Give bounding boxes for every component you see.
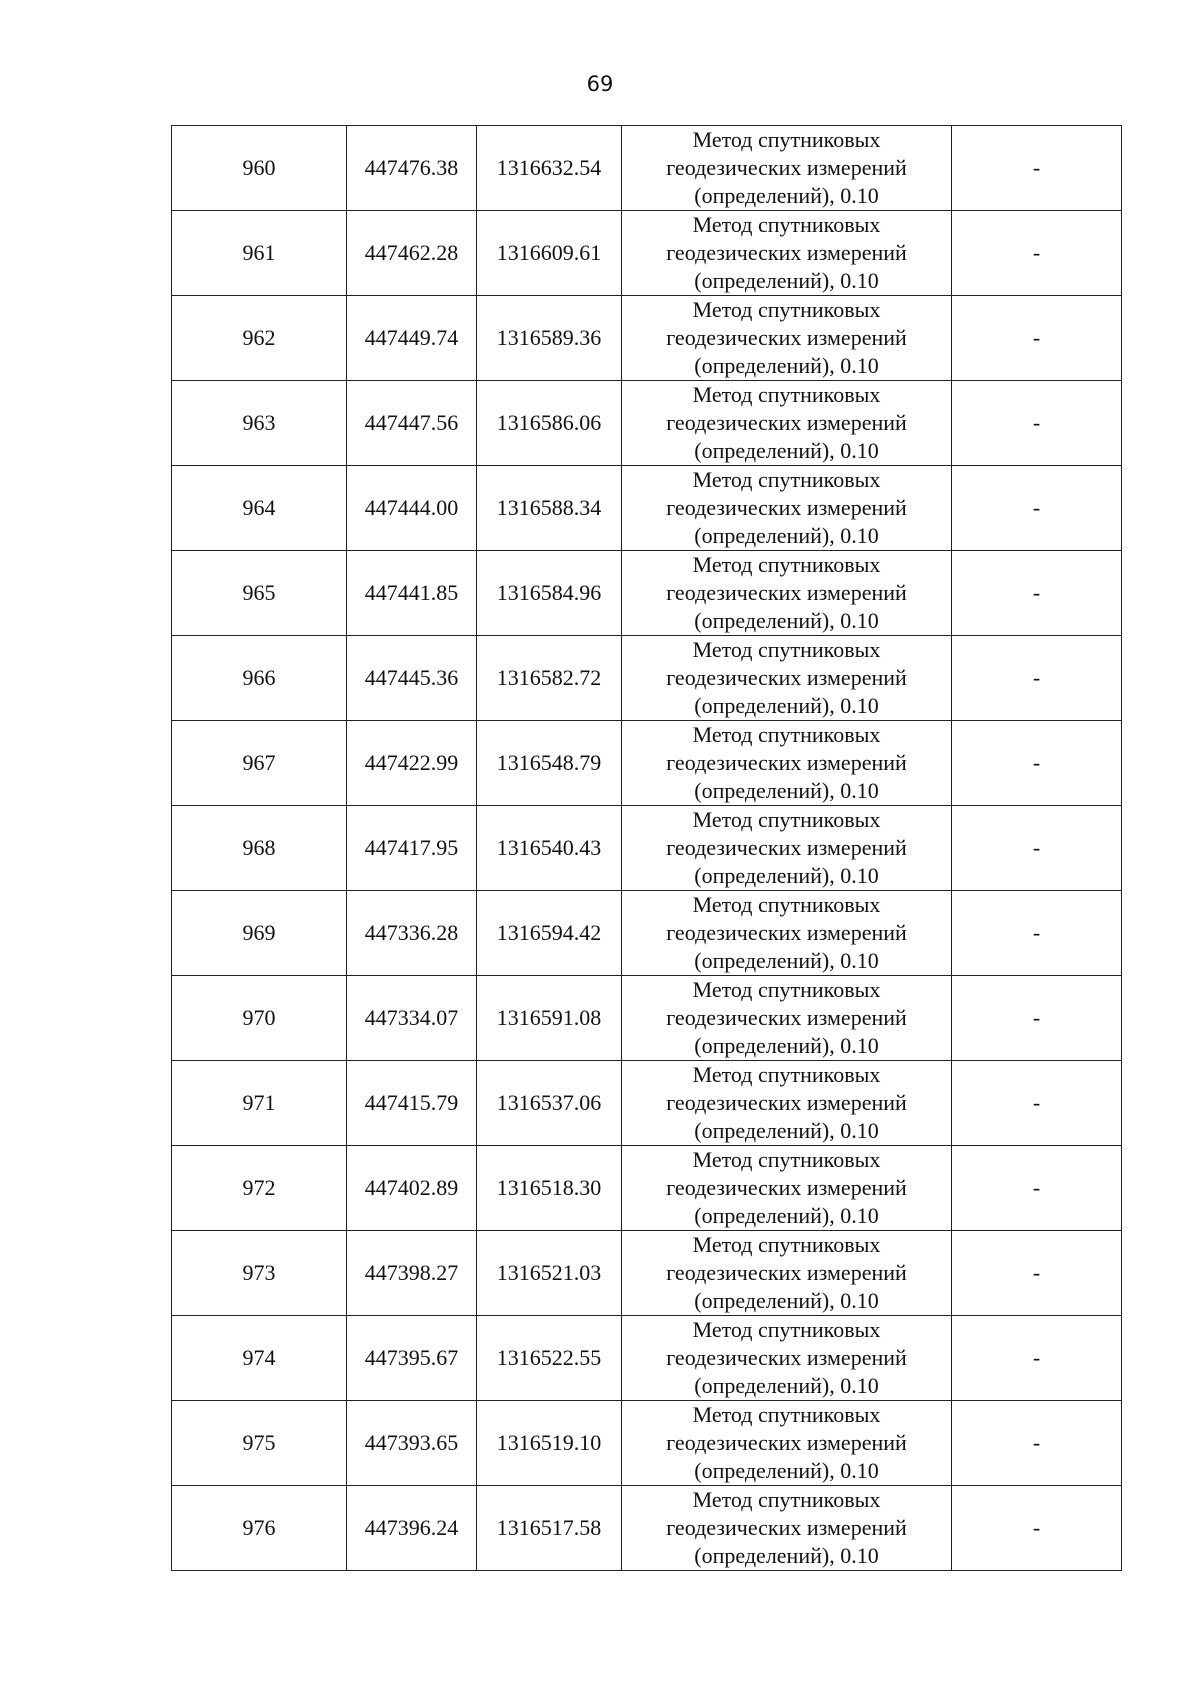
x-coordinate-cell: 447336.28 bbox=[347, 891, 477, 976]
x-coordinate-cell: 447476.38 bbox=[347, 126, 477, 211]
method-line: геодезических измерений bbox=[666, 1175, 907, 1200]
extra-cell: - bbox=[952, 551, 1122, 636]
y-coordinate-cell: 1316537.06 bbox=[477, 1061, 622, 1146]
x-coordinate-cell: 447396.24 bbox=[347, 1486, 477, 1571]
method-cell bbox=[622, 1401, 952, 1486]
method-line: Метод спутниковых bbox=[692, 382, 881, 407]
extra-cell: - bbox=[952, 381, 1122, 466]
method-cell bbox=[622, 1231, 952, 1316]
point-number-cell: 968 bbox=[172, 806, 347, 891]
x-coordinate-cell: 447441.85 bbox=[347, 551, 477, 636]
method-line: геодезических измерений bbox=[666, 1005, 907, 1030]
method-line: геодезических измерений bbox=[666, 1515, 907, 1540]
y-coordinate-cell: 1316517.58 bbox=[477, 1486, 622, 1571]
point-number-cell: 960 bbox=[172, 126, 347, 211]
y-coordinate-cell: 1316594.42 bbox=[477, 891, 622, 976]
x-coordinate-cell: 447447.56 bbox=[347, 381, 477, 466]
point-number-cell: 966 bbox=[172, 636, 347, 721]
method-line: Метод спутниковых bbox=[692, 1402, 881, 1427]
y-coordinate-cell: 1316609.61 bbox=[477, 211, 622, 296]
method-line: геодезических измерений bbox=[666, 1345, 907, 1370]
method-line: Метод спутниковых bbox=[692, 212, 881, 237]
extra-cell: - bbox=[952, 806, 1122, 891]
method-cell bbox=[622, 806, 952, 891]
method-line: геодезических измерений bbox=[666, 580, 907, 605]
method-line: Метод спутниковых bbox=[692, 722, 881, 747]
table-row bbox=[172, 976, 1122, 1061]
point-number-cell: 967 bbox=[172, 721, 347, 806]
table-row bbox=[172, 1401, 1122, 1486]
x-coordinate-cell: 447393.65 bbox=[347, 1401, 477, 1486]
method-cell bbox=[622, 381, 952, 466]
extra-cell: - bbox=[952, 126, 1122, 211]
method-line: (определений), 0.10 bbox=[694, 1288, 879, 1313]
method-line: (определений), 0.10 bbox=[694, 353, 879, 378]
method-cell bbox=[622, 211, 952, 296]
point-number-cell: 969 bbox=[172, 891, 347, 976]
x-coordinate-cell: 447395.67 bbox=[347, 1316, 477, 1401]
method-line: Метод спутниковых bbox=[692, 1317, 881, 1342]
extra-cell: - bbox=[952, 891, 1122, 976]
method-line: Метод спутниковых bbox=[692, 1147, 881, 1172]
y-coordinate-cell: 1316584.96 bbox=[477, 551, 622, 636]
table-row bbox=[172, 296, 1122, 381]
method-cell bbox=[622, 1486, 952, 1571]
x-coordinate-cell: 447402.89 bbox=[347, 1146, 477, 1231]
extra-cell: - bbox=[952, 1146, 1122, 1231]
method-line: Метод спутниковых bbox=[692, 1062, 881, 1087]
x-coordinate-cell: 447445.36 bbox=[347, 636, 477, 721]
point-number-cell: 973 bbox=[172, 1231, 347, 1316]
method-line: геодезических измерений bbox=[666, 835, 907, 860]
y-coordinate-cell: 1316522.55 bbox=[477, 1316, 622, 1401]
point-number-cell: 962 bbox=[172, 296, 347, 381]
y-coordinate-cell: 1316519.10 bbox=[477, 1401, 622, 1486]
extra-cell: - bbox=[952, 636, 1122, 721]
method-line: Метод спутниковых bbox=[692, 552, 881, 577]
method-cell bbox=[622, 296, 952, 381]
method-line: Метод спутниковых bbox=[692, 127, 881, 152]
point-number-cell: 975 bbox=[172, 1401, 347, 1486]
table-row bbox=[172, 211, 1122, 296]
method-line: Метод спутниковых bbox=[692, 892, 881, 917]
method-line: геодезических измерений bbox=[666, 1430, 907, 1455]
table-row bbox=[172, 636, 1122, 721]
extra-cell: - bbox=[952, 1486, 1122, 1571]
table-row bbox=[172, 1486, 1122, 1571]
x-coordinate-cell: 447334.07 bbox=[347, 976, 477, 1061]
table-row bbox=[172, 551, 1122, 636]
method-line: (определений), 0.10 bbox=[694, 778, 879, 803]
method-line: (определений), 0.10 bbox=[694, 438, 879, 463]
method-cell bbox=[622, 1146, 952, 1231]
x-coordinate-cell: 447422.99 bbox=[347, 721, 477, 806]
y-coordinate-cell: 1316521.03 bbox=[477, 1231, 622, 1316]
extra-cell: - bbox=[952, 976, 1122, 1061]
x-coordinate-cell: 447398.27 bbox=[347, 1231, 477, 1316]
table-row bbox=[172, 1061, 1122, 1146]
method-line: Метод спутниковых bbox=[692, 977, 881, 1002]
extra-cell: - bbox=[952, 721, 1122, 806]
extra-cell: - bbox=[952, 1231, 1122, 1316]
table-row bbox=[172, 891, 1122, 976]
method-cell bbox=[622, 636, 952, 721]
x-coordinate-cell: 447462.28 bbox=[347, 211, 477, 296]
extra-cell: - bbox=[952, 1061, 1122, 1146]
y-coordinate-cell: 1316589.36 bbox=[477, 296, 622, 381]
extra-cell: - bbox=[952, 466, 1122, 551]
y-coordinate-cell: 1316540.43 bbox=[477, 806, 622, 891]
method-cell bbox=[622, 466, 952, 551]
method-line: геодезических измерений bbox=[666, 325, 907, 350]
method-cell bbox=[622, 1061, 952, 1146]
method-line: Метод спутниковых bbox=[692, 1232, 881, 1257]
table-row bbox=[172, 1316, 1122, 1401]
extra-cell: - bbox=[952, 296, 1122, 381]
method-line: (определений), 0.10 bbox=[694, 268, 879, 293]
page-number: 69 bbox=[586, 72, 614, 96]
point-number-cell: 976 bbox=[172, 1486, 347, 1571]
point-number-cell: 963 bbox=[172, 381, 347, 466]
method-line: Метод спутниковых bbox=[692, 467, 881, 492]
method-line: (определений), 0.10 bbox=[694, 1118, 879, 1143]
table-row bbox=[172, 126, 1122, 211]
method-line: Метод спутниковых bbox=[692, 807, 881, 832]
method-line: геодезических измерений bbox=[666, 665, 907, 690]
method-line: (определений), 0.10 bbox=[694, 1458, 879, 1483]
method-line: (определений), 0.10 bbox=[694, 1543, 879, 1568]
method-line: геодезических измерений bbox=[666, 920, 907, 945]
point-number-cell: 965 bbox=[172, 551, 347, 636]
y-coordinate-cell: 1316586.06 bbox=[477, 381, 622, 466]
method-line: (определений), 0.10 bbox=[694, 1373, 879, 1398]
method-cell bbox=[622, 976, 952, 1061]
y-coordinate-cell: 1316632.54 bbox=[477, 126, 622, 211]
y-coordinate-cell: 1316548.79 bbox=[477, 721, 622, 806]
method-line: Метод спутниковых bbox=[692, 1487, 881, 1512]
method-line: геодезических измерений bbox=[666, 750, 907, 775]
method-cell bbox=[622, 126, 952, 211]
method-line: (определений), 0.10 bbox=[694, 1033, 879, 1058]
y-coordinate-cell: 1316591.08 bbox=[477, 976, 622, 1061]
method-line: геодезических измерений bbox=[666, 1090, 907, 1115]
x-coordinate-cell: 447417.95 bbox=[347, 806, 477, 891]
table-row bbox=[172, 1231, 1122, 1316]
method-line: геодезических измерений bbox=[666, 155, 907, 180]
table-row bbox=[172, 466, 1122, 551]
method-line: Метод спутниковых bbox=[692, 637, 881, 662]
x-coordinate-cell: 447444.00 bbox=[347, 466, 477, 551]
point-number-cell: 972 bbox=[172, 1146, 347, 1231]
method-line: (определений), 0.10 bbox=[694, 608, 879, 633]
method-line: (определений), 0.10 bbox=[694, 863, 879, 888]
y-coordinate-cell: 1316582.72 bbox=[477, 636, 622, 721]
x-coordinate-cell: 447415.79 bbox=[347, 1061, 477, 1146]
table-row bbox=[172, 381, 1122, 466]
extra-cell: - bbox=[952, 211, 1122, 296]
point-number-cell: 964 bbox=[172, 466, 347, 551]
table-row bbox=[172, 1146, 1122, 1231]
point-number-cell: 971 bbox=[172, 1061, 347, 1146]
coordinates-table bbox=[171, 125, 1122, 1571]
method-line: Метод спутниковых bbox=[692, 297, 881, 322]
method-line: геодезических измерений bbox=[666, 1260, 907, 1285]
point-number-cell: 961 bbox=[172, 211, 347, 296]
table-row bbox=[172, 721, 1122, 806]
x-coordinate-cell: 447449.74 bbox=[347, 296, 477, 381]
method-line: (определений), 0.10 bbox=[694, 183, 879, 208]
y-coordinate-cell: 1316588.34 bbox=[477, 466, 622, 551]
method-line: (определений), 0.10 bbox=[694, 523, 879, 548]
method-line: геодезических измерений bbox=[666, 240, 907, 265]
coordinates-table-body bbox=[172, 126, 1122, 1571]
y-coordinate-cell: 1316518.30 bbox=[477, 1146, 622, 1231]
table-row bbox=[172, 806, 1122, 891]
method-cell bbox=[622, 551, 952, 636]
point-number-cell: 974 bbox=[172, 1316, 347, 1401]
method-line: геодезических измерений bbox=[666, 410, 907, 435]
method-line: геодезических измерений bbox=[666, 495, 907, 520]
extra-cell: - bbox=[952, 1316, 1122, 1401]
extra-cell: - bbox=[952, 1401, 1122, 1486]
point-number-cell: 970 bbox=[172, 976, 347, 1061]
method-cell bbox=[622, 721, 952, 806]
method-line: (определений), 0.10 bbox=[694, 693, 879, 718]
method-cell bbox=[622, 1316, 952, 1401]
method-line: (определений), 0.10 bbox=[694, 948, 879, 973]
method-line: (определений), 0.10 bbox=[694, 1203, 879, 1228]
method-cell bbox=[622, 891, 952, 976]
